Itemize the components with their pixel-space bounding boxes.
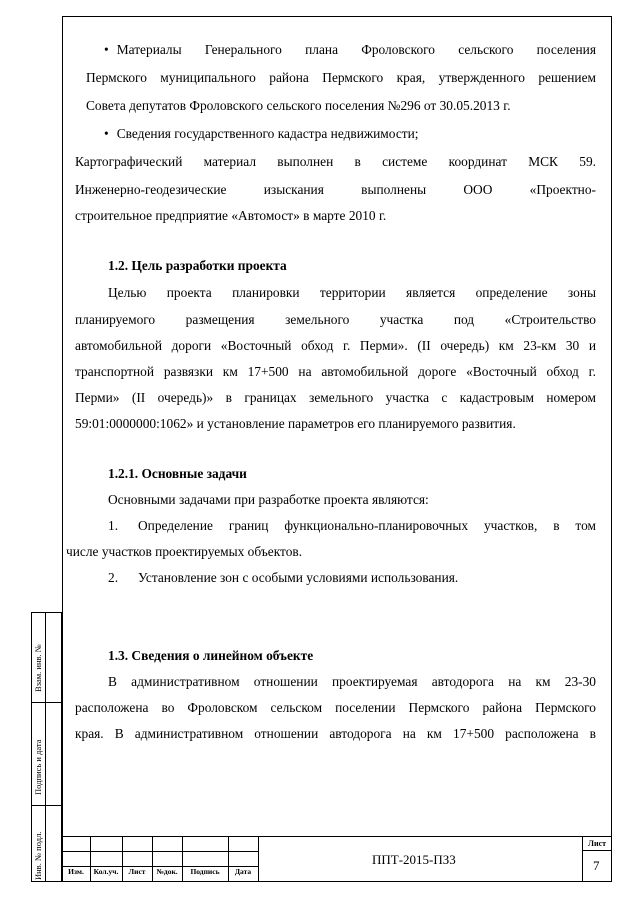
- paragraph-line: Определение границ функционально-планировочных участков, в том: [138, 518, 596, 533]
- column-header-list: Лист: [128, 867, 146, 876]
- paragraph-line: 59:01:0000000:1062» и установление параметров его планируемого развития.: [75, 416, 516, 431]
- title-block: [62, 836, 612, 882]
- sheet-label: Лист: [588, 839, 607, 848]
- column-header-izm: Изм.: [68, 867, 84, 876]
- side-divider: [31, 702, 62, 703]
- side-label-inv: Инв. № подл.: [33, 831, 43, 880]
- paragraph-line: Целью проекта планировки территории является определение зоны: [108, 285, 596, 300]
- paragraph-line: • Материалы Генерального плана Фроловского сельского поселения: [104, 40, 596, 60]
- column-header-koluch: Кол.уч.: [93, 867, 119, 876]
- column-header-data: Дата: [234, 867, 252, 876]
- paragraph-line: Совета депутатов Фроловского сельского поселения №296 от 30.05.2013 г.: [86, 98, 511, 113]
- paragraph-line: Инженерно-геодезические изыскания выполнены ООО «Проектно-: [75, 182, 596, 197]
- side-label-vzam: Взам. инв. №: [33, 644, 43, 692]
- paragraph-line: Перми» (II очередь)» в границах земельного участка с кадастровым номером: [75, 390, 596, 405]
- paragraph-line: Картографический материал выполнен в системе координат МСК 59.: [75, 154, 596, 169]
- paragraph-line: В административном отношении проектируемая автодорога на км 23-30: [108, 674, 596, 689]
- paragraph-line: Пермского муниципального района Пермского края, утвержденного решением: [86, 70, 596, 85]
- paragraph-line: транспортной развязки км 17+500 на автомобильной дороге «Восточный обход г.: [75, 364, 596, 379]
- paragraph-line: планируемого размещения земельного участка под «Строительство: [75, 312, 596, 327]
- side-label-podpis: Подпись и дата: [33, 739, 43, 795]
- page-frame: [62, 16, 612, 882]
- column-header-ndok: №док.: [156, 867, 178, 876]
- sheet-number: 7: [593, 858, 600, 873]
- section-heading: 1.2. Цель разработки проекта: [108, 258, 287, 273]
- list-number: 2.: [108, 570, 119, 585]
- paragraph-line: автомобильной дороги «Восточный обход г. Перми». (II очередь) км 23-км 30 и: [75, 338, 596, 353]
- paragraph-line: строительное предприятие «Автомост» в марте 2010 г.: [75, 208, 387, 223]
- paragraph-line: края. В административном отношении автодорога на км 17+500 расположена в: [75, 726, 596, 741]
- section-heading: 1.3. Сведения о линейном объекте: [108, 648, 314, 663]
- document-code: ППТ-2015-ПЗ3: [372, 852, 456, 867]
- column-header-podpis: Подпись: [190, 867, 220, 876]
- paragraph-line: • Сведения государственного кадастра недвижимости;: [104, 124, 419, 144]
- side-divider: [45, 612, 46, 882]
- side-divider: [31, 805, 62, 806]
- paragraph-line: Установление зон с особыми условиями использования.: [138, 570, 459, 585]
- paragraph-line: числе участков проектируемых объектов.: [66, 544, 303, 559]
- paragraph-line: расположена во Фроловском сельском поселении Пермского района Пермского: [75, 700, 596, 715]
- paragraph-line: Основными задачами при разработке проекта являются:: [108, 492, 429, 507]
- section-heading: 1.2.1. Основные задачи: [108, 466, 247, 481]
- list-number: 1.: [108, 518, 119, 533]
